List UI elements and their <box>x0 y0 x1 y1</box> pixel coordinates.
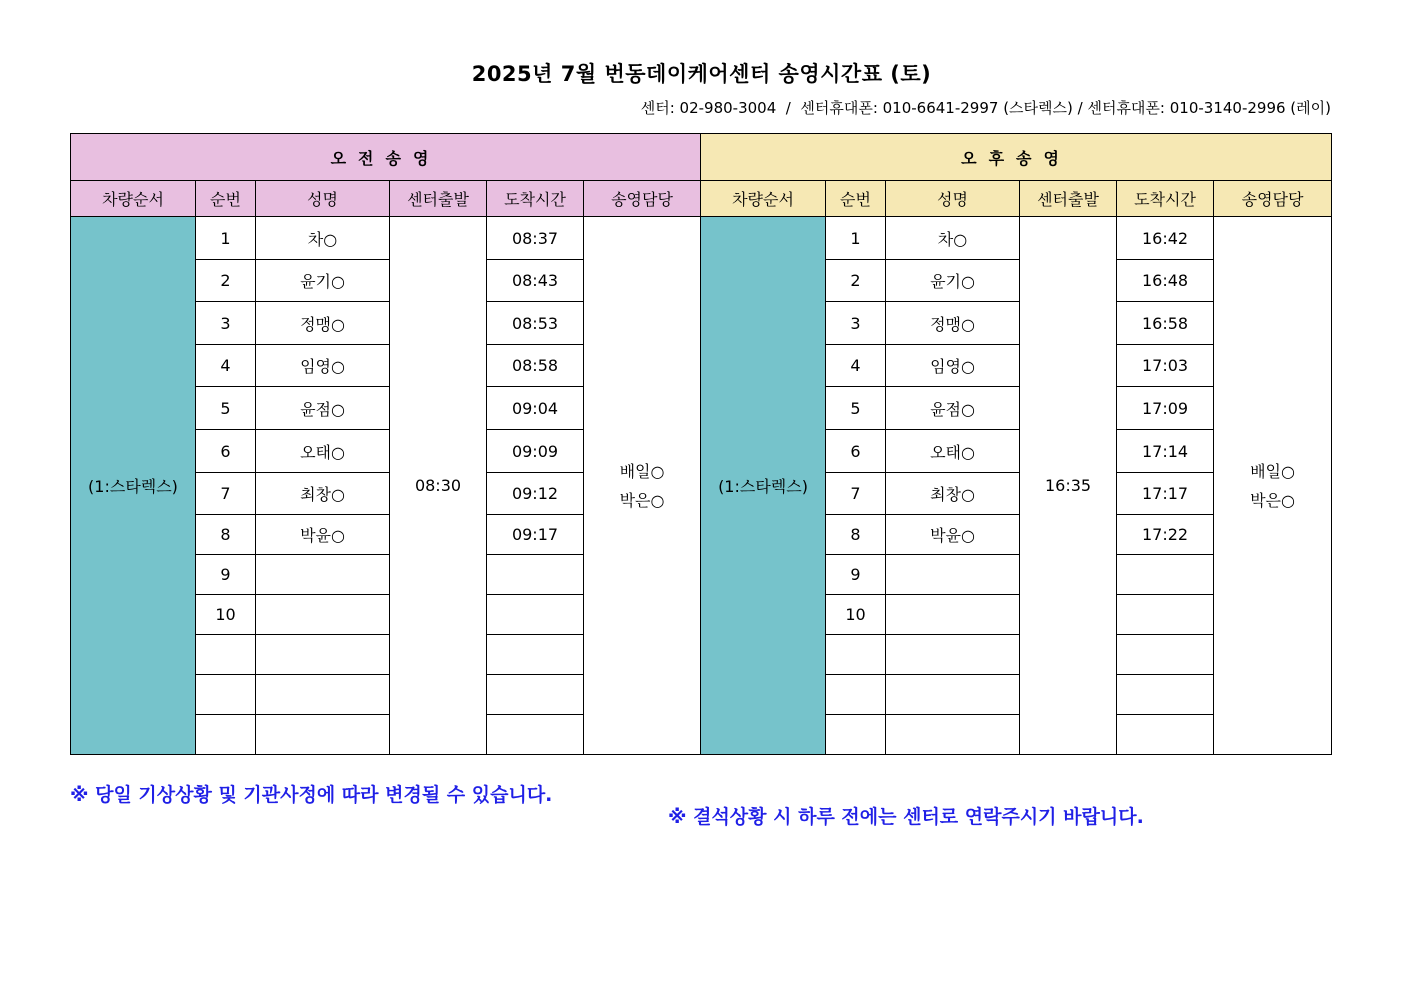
morning-departure: 08:30 <box>390 217 487 755</box>
morning-staff-member: 배일○ <box>619 461 665 481</box>
table-row <box>71 217 1332 260</box>
afternoon-row-no: 8 <box>826 515 886 555</box>
afternoon-row-no: 4 <box>826 345 886 387</box>
morning-row-name <box>256 555 390 595</box>
morning-row-arrival: 09:04 <box>487 387 584 430</box>
afternoon-row-arrival: 17:14 <box>1117 430 1214 473</box>
afternoon-section-title: 오후송영 <box>701 134 1332 181</box>
afternoon-row-name: 임영○ <box>886 345 1020 387</box>
morning-row-no: 7 <box>196 473 256 515</box>
afternoon-row-name: 윤점○ <box>886 387 1020 430</box>
morning-row-name <box>256 595 390 635</box>
afternoon-row-arrival: 16:58 <box>1117 302 1214 345</box>
morning-row-name: 최창○ <box>256 473 390 515</box>
afternoon-row-no: 9 <box>826 555 886 595</box>
note-absence: ※ 결석상황 시 하루 전에는 센터로 연락주시기 바랍니다. <box>668 806 1144 828</box>
morning-row-arrival: 08:37 <box>487 217 584 260</box>
morning-row-arrival: 09:17 <box>487 515 584 555</box>
afternoon-header-arrival: 도착시간 <box>1117 181 1214 217</box>
morning-vehicle: (1:스타렉스) <box>71 217 196 755</box>
notes <box>70 758 1370 828</box>
morning-header-name: 성명 <box>256 181 390 217</box>
morning-row-name <box>256 635 390 675</box>
afternoon-row-name <box>886 715 1020 755</box>
morning-row-no: 10 <box>196 595 256 635</box>
afternoon-header-staff: 송영담당 <box>1214 181 1332 217</box>
afternoon-row-no: 1 <box>826 217 886 260</box>
afternoon-row-no <box>826 715 886 755</box>
morning-row-name: 차○ <box>256 217 390 260</box>
morning-header-arrival: 도착시간 <box>487 181 584 217</box>
morning-row-no: 6 <box>196 430 256 473</box>
afternoon-row-arrival: 17:17 <box>1117 473 1214 515</box>
morning-row-arrival: 08:58 <box>487 345 584 387</box>
morning-header-departure: 센터출발 <box>390 181 487 217</box>
morning-row-arrival <box>487 595 584 635</box>
morning-row-arrival <box>487 635 584 675</box>
morning-row-no: 8 <box>196 515 256 555</box>
morning-staff-member: 박은○ <box>619 490 665 510</box>
morning-row-arrival <box>487 715 584 755</box>
morning-header-staff: 송영담당 <box>584 181 701 217</box>
afternoon-header-departure: 센터출발 <box>1020 181 1117 217</box>
morning-row-arrival: 08:43 <box>487 260 584 302</box>
afternoon-row-arrival <box>1117 715 1214 755</box>
afternoon-row-arrival: 17:22 <box>1117 515 1214 555</box>
afternoon-row-name: 윤기○ <box>886 260 1020 302</box>
afternoon-row-arrival: 16:48 <box>1117 260 1214 302</box>
morning-staff <box>584 217 701 755</box>
morning-row-no: 5 <box>196 387 256 430</box>
schedule-table <box>70 133 1332 755</box>
afternoon-staff <box>1214 217 1332 755</box>
afternoon-staff-member: 박은○ <box>1250 490 1295 510</box>
morning-row-name: 윤점○ <box>256 387 390 430</box>
afternoon-row-arrival: 16:42 <box>1117 217 1214 260</box>
morning-row-no: 3 <box>196 302 256 345</box>
morning-row-no <box>196 635 256 675</box>
afternoon-row-name: 박윤○ <box>886 515 1020 555</box>
page-title: 2025년 7월 번동데이케어센터 송영시간표 (토) <box>471 62 932 86</box>
afternoon-row-name: 최창○ <box>886 473 1020 515</box>
afternoon-row-no: 10 <box>826 595 886 635</box>
morning-section-title: 오전송영 <box>71 134 701 181</box>
afternoon-row-name <box>886 595 1020 635</box>
afternoon-departure: 16:35 <box>1020 217 1117 755</box>
afternoon-header-no: 순번 <box>826 181 886 217</box>
morning-row-arrival <box>487 675 584 715</box>
morning-row-name: 윤기○ <box>256 260 390 302</box>
afternoon-row-name <box>886 635 1020 675</box>
afternoon-row-name <box>886 675 1020 715</box>
afternoon-staff-member: 배일○ <box>1250 461 1295 481</box>
afternoon-row-name: 정맹○ <box>886 302 1020 345</box>
morning-header-vehicle: 차량순서 <box>71 181 196 217</box>
afternoon-row-arrival: 17:03 <box>1117 345 1214 387</box>
contact-info: 센터: 02-980-3004 / 센터휴대폰: 010-6641-2997 (스타렉스) / 센터휴대폰: 010-3140-2996 (레이) <box>640 99 1331 117</box>
morning-row-name <box>256 715 390 755</box>
morning-row-no: 1 <box>196 217 256 260</box>
morning-row-no: 4 <box>196 345 256 387</box>
afternoon-row-arrival <box>1117 555 1214 595</box>
afternoon-row-arrival <box>1117 635 1214 675</box>
afternoon-row-no: 5 <box>826 387 886 430</box>
morning-row-no: 2 <box>196 260 256 302</box>
afternoon-vehicle: (1:스타렉스) <box>701 217 826 755</box>
afternoon-row-no: 6 <box>826 430 886 473</box>
afternoon-header-vehicle: 차량순서 <box>701 181 826 217</box>
note-weather: ※ 당일 기상상황 및 기관사정에 따라 변경될 수 있습니다. <box>70 784 553 806</box>
morning-row-arrival <box>487 555 584 595</box>
afternoon-row-no <box>826 675 886 715</box>
afternoon-header-name: 성명 <box>886 181 1020 217</box>
afternoon-row-name: 차○ <box>886 217 1020 260</box>
morning-row-no <box>196 715 256 755</box>
morning-row-arrival: 09:12 <box>487 473 584 515</box>
afternoon-row-arrival <box>1117 595 1214 635</box>
morning-row-arrival: 09:09 <box>487 430 584 473</box>
afternoon-row-no: 7 <box>826 473 886 515</box>
morning-row-name: 정맹○ <box>256 302 390 345</box>
afternoon-row-arrival: 17:09 <box>1117 387 1214 430</box>
afternoon-row-no <box>826 635 886 675</box>
morning-row-no <box>196 675 256 715</box>
afternoon-row-no: 3 <box>826 302 886 345</box>
morning-row-name: 임영○ <box>256 345 390 387</box>
morning-row-name: 박윤○ <box>256 515 390 555</box>
morning-header-no: 순번 <box>196 181 256 217</box>
morning-row-name <box>256 675 390 715</box>
morning-row-arrival: 08:53 <box>487 302 584 345</box>
morning-row-name: 오태○ <box>256 430 390 473</box>
afternoon-row-arrival <box>1117 675 1214 715</box>
afternoon-row-name <box>886 555 1020 595</box>
morning-row-no: 9 <box>196 555 256 595</box>
afternoon-row-name: 오태○ <box>886 430 1020 473</box>
afternoon-row-no: 2 <box>826 260 886 302</box>
